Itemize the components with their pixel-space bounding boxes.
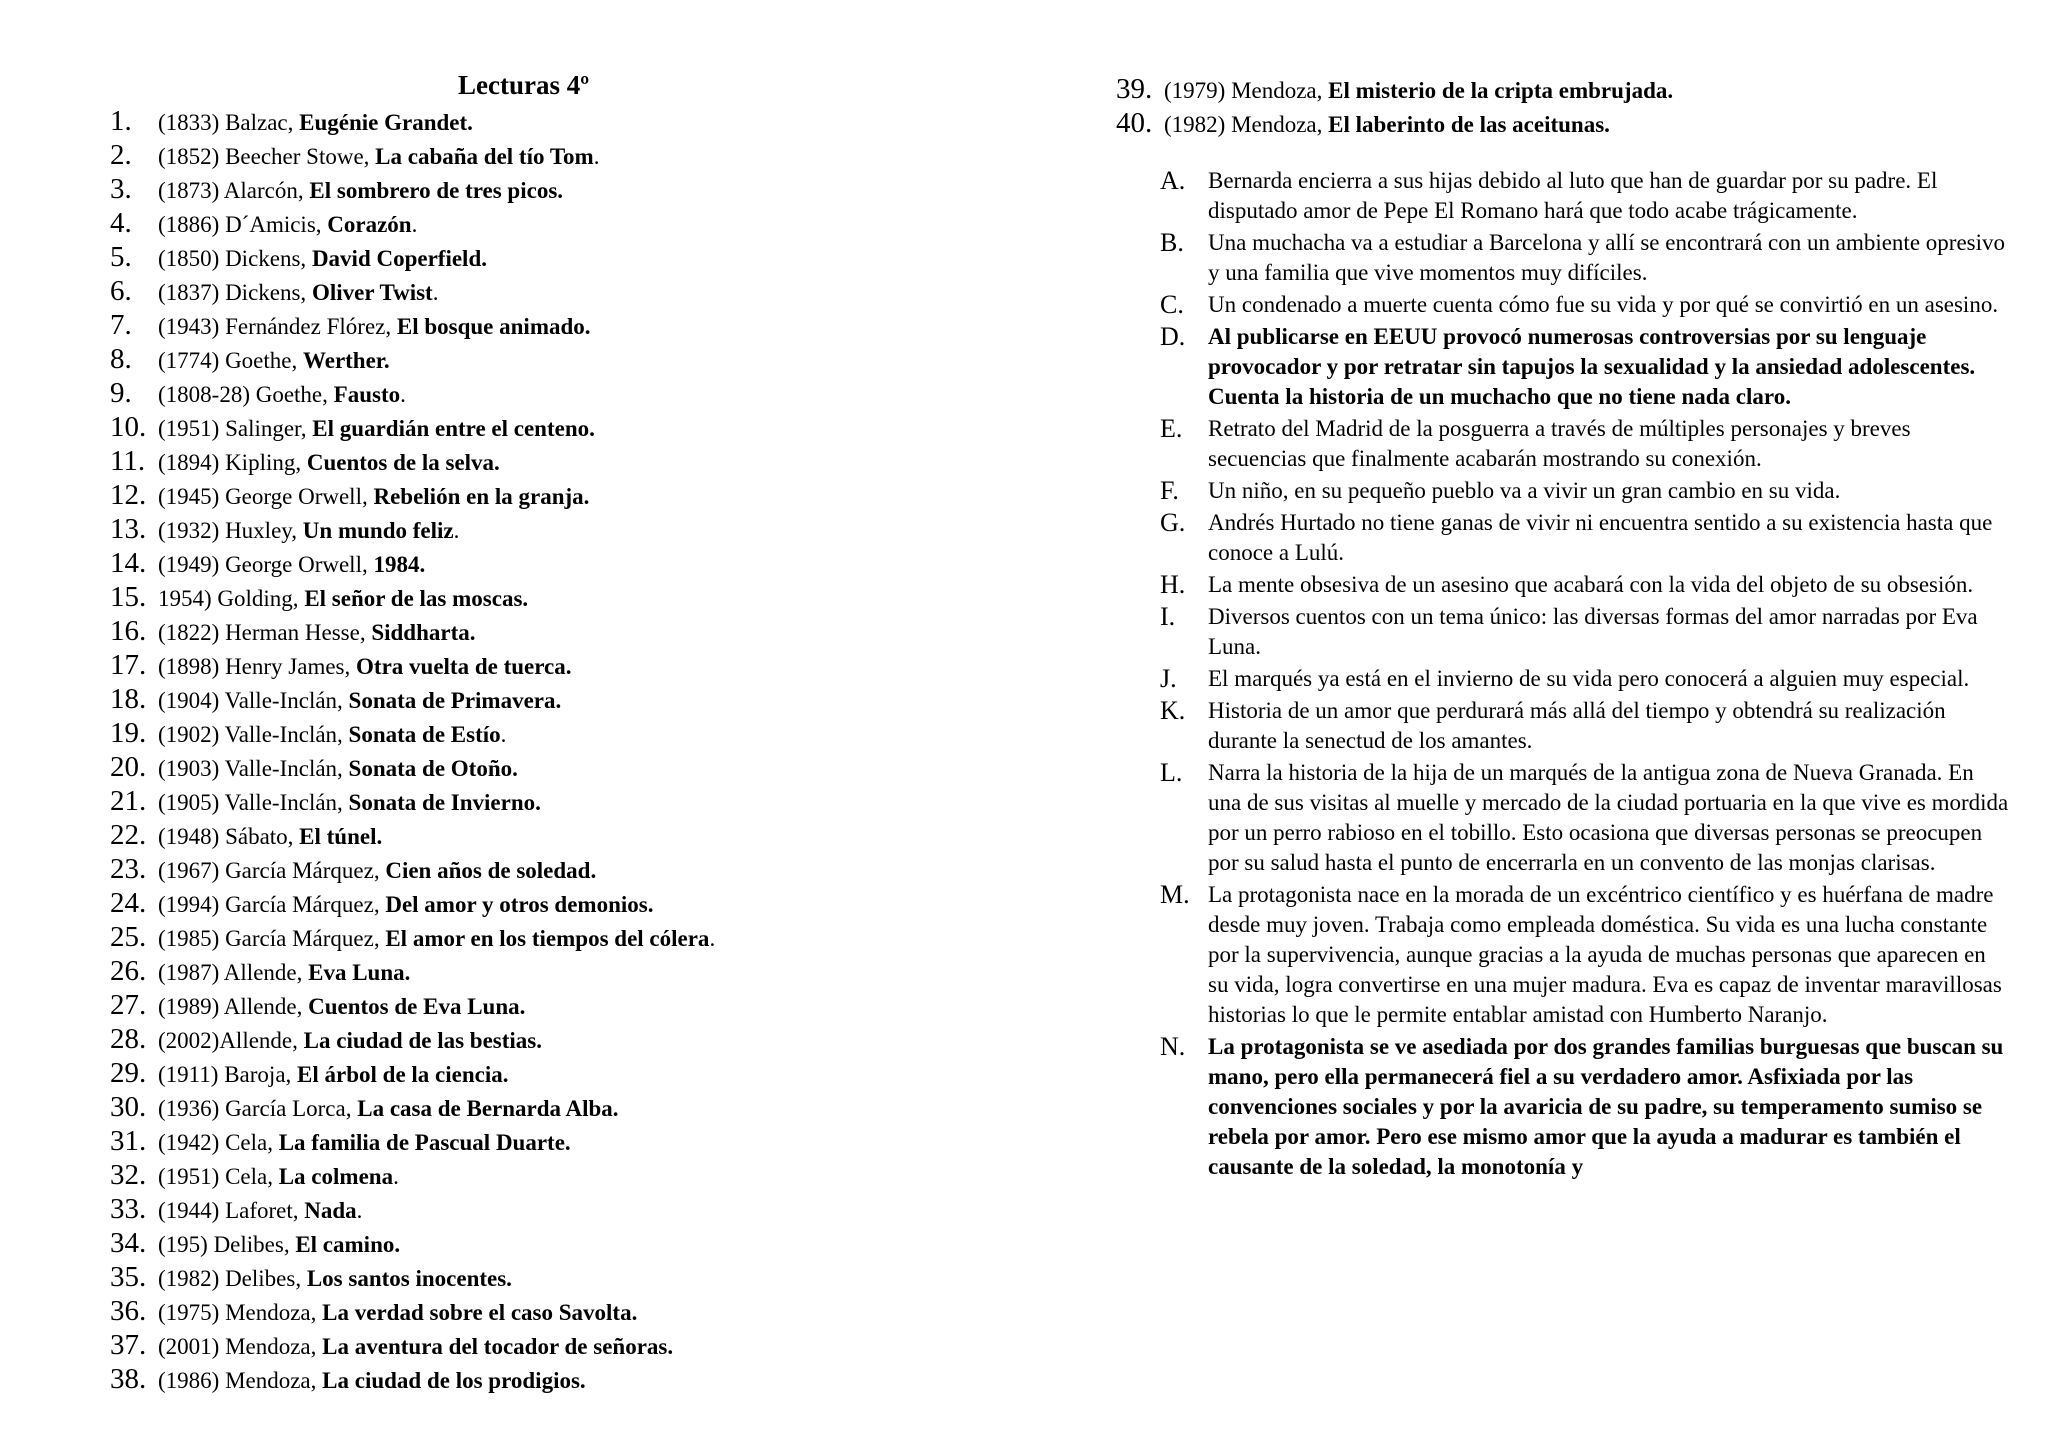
book-year-author: (1894) Kipling, [158, 450, 307, 475]
book-title: La aventura del tocador de señoras. [322, 1334, 674, 1359]
book-title: El laberinto de las aceitunas. [1328, 112, 1610, 137]
book-title: Nada [304, 1198, 357, 1223]
book-title: El misterio de la cripta embrujada. [1328, 78, 1674, 103]
book-item [110, 1158, 970, 1192]
book-title-tail: . [709, 926, 716, 951]
book-number: 19. [110, 717, 147, 749]
description-list [1160, 166, 2010, 1184]
book-number: 28. [110, 1023, 147, 1055]
description-text: Andrés Hurtado no tiene ganas de vivir ni encuentra sentido a su existencia hasta que conoce a Lulú. [1208, 510, 1993, 565]
book-year-author: (1774) Goethe, [158, 348, 303, 373]
description-item [1160, 880, 2010, 1030]
book-number: 1. [110, 105, 132, 137]
description-item [1160, 696, 2010, 756]
book-number: 6. [110, 275, 132, 307]
description-item [1160, 602, 2010, 662]
book-item [110, 954, 970, 988]
book-title: Eugénie Grandet. [299, 110, 473, 135]
book-title: Rebelión en la granja. [373, 484, 590, 509]
description-letter: I. [1160, 602, 1176, 631]
book-number: 25. [110, 921, 147, 953]
book-title-tail: . [400, 382, 406, 407]
book-number: 29. [110, 1057, 147, 1089]
book-number: 27. [110, 989, 147, 1021]
description-item [1160, 228, 2010, 288]
book-number: 20. [110, 751, 147, 783]
book-year-author: 1954) Golding, [158, 586, 305, 611]
book-title: La familia de Pascual Duarte. [278, 1130, 571, 1155]
book-item [110, 716, 970, 750]
book-number: 11. [110, 445, 146, 477]
book-year-author: (1967) García Márquez, [158, 858, 386, 883]
book-number: 8. [110, 343, 132, 375]
book-year-author: (2001) Mendoza, [158, 1334, 323, 1359]
book-item [110, 886, 970, 920]
book-year-author: (1902) Valle-Inclán, [158, 722, 349, 747]
book-title: La casa de Bernarda Alba. [357, 1096, 619, 1121]
book-title: La verdad sobre el caso Savolta. [322, 1300, 638, 1325]
book-item [110, 240, 970, 274]
book-title-tail: . [593, 144, 600, 169]
description-text: Retrato del Madrid de la posguerra a través de múltiples personajes y breves secuencias que finalmente acabarán mostrando su conexión. [1208, 416, 1911, 471]
book-title: Siddharta. [371, 620, 476, 645]
book-item [110, 342, 970, 376]
book-year-author: (1982) Delibes, [158, 1266, 307, 1291]
book-number: 2. [110, 139, 132, 171]
book-number: 17. [110, 649, 147, 681]
book-number: 21. [110, 785, 147, 817]
book-item [110, 988, 970, 1022]
book-year-author: (1951) Salinger, [158, 416, 313, 441]
book-title: 1984. [373, 552, 426, 577]
book-year-author: (1945) George Orwell, [158, 484, 374, 509]
book-title: El bosque animado. [396, 314, 591, 339]
book-item [110, 648, 970, 682]
book-number: 23. [110, 853, 147, 885]
book-year-author: (1986) Mendoza, [158, 1368, 323, 1393]
book-item [110, 172, 970, 206]
book-title: El guardián entre el centeno. [312, 416, 595, 441]
book-title: Werther. [303, 348, 390, 373]
description-letter: E. [1160, 414, 1183, 443]
book-year-author: (1873) Alarcón, [158, 178, 310, 203]
book-item [110, 920, 970, 954]
book-number: 40. [1116, 107, 1153, 139]
description-item [1160, 166, 2010, 226]
description-letter: G. [1160, 508, 1186, 537]
description-text: Historia de un amor que perdurará más allá del tiempo y obtendrá su realización durante la senectud de los amantes. [1208, 698, 1946, 753]
book-item [110, 1294, 970, 1328]
book-item [110, 138, 970, 172]
book-title: Del amor y otros demonios. [385, 892, 654, 917]
book-number: 35. [110, 1261, 147, 1293]
book-year-author: (1943) Fernández Flórez, [158, 314, 397, 339]
book-title: El sombrero de tres picos. [309, 178, 564, 203]
description-item [1160, 1032, 2010, 1182]
description-item [1160, 322, 2010, 412]
description-text: La mente obsesiva de un asesino que acabará con la vida del objeto de su obsesión. [1208, 572, 1974, 597]
book-title: Sonata de Estío [348, 722, 501, 747]
description-letter: N. [1160, 1032, 1186, 1061]
book-year-author: (1852) Beecher Stowe, [158, 144, 376, 169]
book-year-author: (1982) Mendoza, [1164, 112, 1329, 137]
description-item [1160, 414, 2010, 474]
book-item [110, 444, 970, 478]
book-year-author: (1822) Herman Hesse, [158, 620, 372, 645]
book-title-tail: . [453, 518, 460, 543]
book-item [110, 1124, 970, 1158]
book-item [110, 852, 970, 886]
description-letter: K. [1160, 696, 1186, 725]
book-title-tail: . [500, 722, 507, 747]
book-item [110, 1090, 970, 1124]
book-title-tail: . [411, 212, 418, 237]
book-year-author: (1975) Mendoza, [158, 1300, 323, 1325]
book-item [110, 546, 970, 580]
book-number: 7. [110, 309, 132, 341]
description-text: Bernarda encierra a sus hijas debido al luto que han de guardar por su padre. El disputado amor de Pepe El Romano hará que todo acabe trágicamente. [1208, 168, 1938, 223]
book-number: 30. [110, 1091, 147, 1123]
description-item [1160, 476, 2010, 506]
book-item [110, 512, 970, 546]
book-number: 4. [110, 207, 132, 239]
book-title: El árbol de la ciencia. [297, 1062, 509, 1087]
book-number: 22. [110, 819, 147, 851]
description-text: Un niño, en su pequeño pueblo va a vivir un gran cambio en su vida. [1208, 478, 1841, 503]
book-year-author: (1850) Dickens, [158, 246, 312, 271]
description-item [1160, 664, 2010, 694]
book-number: 10. [110, 411, 147, 443]
book-year-author: (1951) Cela, [158, 1164, 279, 1189]
book-year-author: (1987) Allende, [158, 960, 309, 985]
book-number: 37. [110, 1329, 147, 1361]
book-title: Oliver Twist [311, 280, 433, 305]
book-number: 9. [110, 377, 132, 409]
book-item [1116, 72, 2016, 106]
book-number: 15. [110, 581, 147, 613]
book-title: Corazón [327, 212, 412, 237]
book-item [110, 682, 970, 716]
book-title: Otra vuelta de tuerca. [356, 654, 572, 679]
book-item [110, 580, 970, 614]
book-year-author: (195) Delibes, [158, 1232, 296, 1257]
description-text: Al publicarse en EEUU provocó numerosas controversias por su lenguaje provocador y por retratar sin tapujos la sexualidad y la ansiedad adolescentes. Cuenta la historia de un muchacho que no tiene nada claro. [1208, 324, 1976, 409]
book-year-author: (1903) Valle-Inclán, [158, 756, 349, 781]
book-title: Eva Luna. [308, 960, 411, 985]
book-number: 5. [110, 241, 132, 273]
book-title: David Coperfield. [311, 246, 487, 271]
description-letter: C. [1160, 290, 1184, 319]
book-item [110, 1362, 970, 1396]
book-title: La colmena [278, 1164, 394, 1189]
description-letter: L. [1160, 758, 1183, 787]
book-year-author: (1985) García Márquez, [158, 926, 386, 951]
book-title: Cuentos de Eva Luna. [308, 994, 526, 1019]
book-year-author: (1808-28) Goethe, [158, 382, 334, 407]
book-year-author: (1932) Huxley, [158, 518, 303, 543]
description-text: La protagonista nace en la morada de un excéntrico científico y es huérfana de madre desde muy joven. Trabaja como empleada doméstica. Su vida es una lucha constante por la supervivencia, aunque gracias a la ayuda de muchas personas que aparecen en su vida, logra convertirse en una mujer madura. Eva es capaz de inventar maravillosas historias lo que le permite entablar amistad con Humberto Naranjo. [1208, 882, 2002, 1027]
description-text: Un condenado a muerte cuenta cómo fue su vida y por qué se convirtió en un asesino. [1208, 292, 1999, 317]
book-number: 13. [110, 513, 147, 545]
book-title: Sonata de Otoño. [348, 756, 518, 781]
book-title: Sonata de Primavera. [348, 688, 562, 713]
book-year-author: (1948) Sábato, [158, 824, 300, 849]
description-item [1160, 570, 2010, 600]
book-title: Los santos inocentes. [306, 1266, 512, 1291]
book-item [110, 206, 970, 240]
description-letter: D. [1160, 322, 1186, 351]
book-year-author: (1949) George Orwell, [158, 552, 374, 577]
book-year-author: (1837) Dickens, [158, 280, 312, 305]
book-number: 34. [110, 1227, 147, 1259]
book-year-author: (1944) Laforet, [158, 1198, 305, 1223]
book-number: 18. [110, 683, 147, 715]
description-item [1160, 508, 2010, 568]
book-number: 33. [110, 1193, 147, 1225]
book-item [1116, 106, 2016, 140]
book-title-tail: . [432, 280, 439, 305]
description-letter: A. [1160, 166, 1186, 195]
book-item [110, 376, 970, 410]
book-item [110, 478, 970, 512]
description-item [1160, 290, 2010, 320]
book-list-right [1116, 72, 2016, 140]
book-title: Un mundo feliz [302, 518, 454, 543]
description-letter: M. [1160, 880, 1190, 909]
book-item [110, 410, 970, 444]
book-year-author: (1886) D´Amicis, [158, 212, 328, 237]
book-title-tail: . [393, 1164, 399, 1189]
book-title: El camino. [295, 1232, 401, 1257]
book-item [110, 750, 970, 784]
book-year-author: (2002)Allende, [158, 1028, 304, 1053]
book-item [110, 614, 970, 648]
description-letter: H. [1160, 570, 1186, 599]
book-item [110, 104, 970, 138]
book-title-tail: . [356, 1198, 363, 1223]
book-title: Sonata de Invierno. [348, 790, 541, 815]
book-title: Cien años de soledad. [385, 858, 597, 883]
book-title: Fausto [333, 382, 401, 407]
book-number: 36. [110, 1295, 147, 1327]
book-number: 3. [110, 173, 132, 205]
book-year-author: (1979) Mendoza, [1164, 78, 1329, 103]
book-item [110, 1056, 970, 1090]
book-number: 24. [110, 887, 147, 919]
book-item [110, 308, 970, 342]
book-title: La cabaña del tío Tom [375, 144, 594, 169]
description-item [1160, 758, 2010, 878]
book-number: 32. [110, 1159, 147, 1191]
description-letter: F. [1160, 476, 1179, 505]
book-item [110, 1022, 970, 1056]
description-letter: J. [1160, 664, 1177, 693]
book-year-author: (1905) Valle-Inclán, [158, 790, 349, 815]
page-title: Lecturas 4º [458, 70, 590, 100]
book-year-author: (1833) Balzac, [158, 110, 300, 135]
description-text: Narra la historia de la hija de un marqués de la antigua zona de Nueva Granada. En una de sus visitas al muelle y mercado de la ciudad portuaria en la que vive es mordida por un perro rabioso en el tobillo. Esto ocasiona que diversas personas se preocupen por su salud hasta el punto de encerrarla en un convento de las monjas clarisas. [1208, 760, 2009, 875]
book-year-author: (1942) Cela, [158, 1130, 279, 1155]
book-item [110, 784, 970, 818]
description-text: El marqués ya está en el invierno de su vida pero conocerá a alguien muy especial. [1208, 666, 1970, 691]
book-number: 16. [110, 615, 147, 647]
book-year-author: (1904) Valle-Inclán, [158, 688, 349, 713]
book-number: 31. [110, 1125, 147, 1157]
book-year-author: (1994) García Márquez, [158, 892, 386, 917]
book-title: El túnel. [299, 824, 383, 849]
book-list-left [110, 104, 970, 1396]
book-year-author: (1936) García Lorca, [158, 1096, 358, 1121]
book-item [110, 1328, 970, 1362]
book-item [110, 1226, 970, 1260]
book-item [110, 818, 970, 852]
book-item [110, 1260, 970, 1294]
book-title: La ciudad de los prodigios. [322, 1368, 586, 1393]
book-title: La ciudad de las bestias. [303, 1028, 542, 1053]
book-year-author: (1898) Henry James, [158, 654, 357, 679]
book-number: 38. [110, 1363, 147, 1395]
book-year-author: (1911) Baroja, [158, 1062, 298, 1087]
book-item [110, 1192, 970, 1226]
book-number: 26. [110, 955, 147, 987]
book-title: El señor de las moscas. [304, 586, 529, 611]
description-text: La protagonista se ve asediada por dos grandes familias burguesas que buscan su mano, pero ella permanecerá fiel a su verdadero amor. Asfixiada por las convenciones sociales y por la avaricia de su padre, su temperamento sumiso se rebela por amor. Pero ese mismo amor que la ayuda a madurar es también el causante de la soledad, la monotonía y [1208, 1034, 2004, 1179]
book-number: 39. [1116, 73, 1153, 105]
book-title: Cuentos de la selva. [306, 450, 500, 475]
book-item [110, 274, 970, 308]
book-title: El amor en los tiempos del cólera [385, 926, 710, 951]
description-text: Diversos cuentos con un tema único: las diversas formas del amor narradas por Eva Luna. [1208, 604, 1978, 659]
book-year-author: (1989) Allende, [158, 994, 309, 1019]
description-text: Una muchacha va a estudiar a Barcelona y allí se encontrará con un ambiente opresivo y una familia que vive momentos muy difíciles. [1208, 230, 2005, 285]
book-number: 14. [110, 547, 147, 579]
book-number: 12. [110, 479, 147, 511]
description-letter: B. [1160, 228, 1184, 257]
